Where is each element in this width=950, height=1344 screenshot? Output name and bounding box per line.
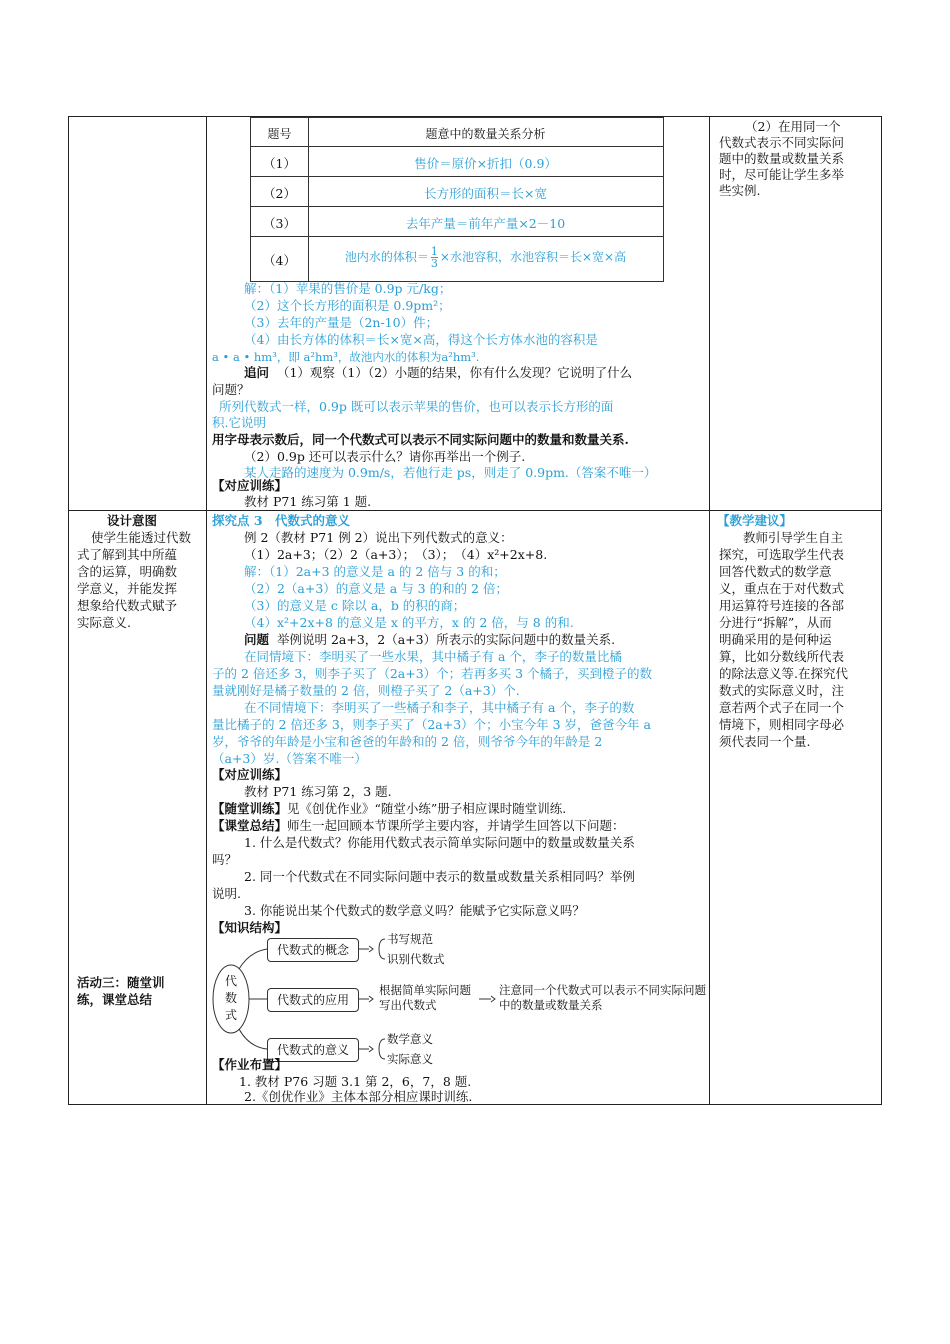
note-line: （2）在用同一个 [745,119,841,134]
table-row-content: 长方形的面积＝长×宽 [424,186,547,201]
mindmap-leaf: 根据简单实际问题写出代数式 [379,983,471,1012]
header-number: 题号 [267,127,292,141]
table-row-content: 售价＝原价×折扣（0.9） [414,156,557,171]
activity-label: 活动三：随堂训 [77,975,165,990]
training-label: 【对应训练】 [212,767,288,782]
mindmap-node-concept: 代数式的概念 [267,938,359,962]
mindmap-leaf: 实际意义 [387,1052,433,1066]
fraction: $\frac{1}{3}$ [430,245,438,270]
advice-line: 意若两个式子在同一个 [719,700,845,715]
teaching-advice-title: 【教学建议】 [717,513,793,528]
homework-label: 【作业布置】 [212,1057,288,1072]
homework-item: 2.《创优作业》主体本部分相应课时训练. [244,1089,473,1104]
design-intent-line: 学意义，并能发挥 [77,581,178,596]
advice-line: 的除法意义等.在探究代 [719,666,848,681]
mindmap-leaf: 数学意义 [387,1032,433,1046]
note-line: 题中的数量或数量关系 [719,151,845,166]
training-label: 【对应训练】 [212,478,288,493]
table-row-num: （3） [263,216,296,231]
note-line: 时，尽可能让学生多举 [719,167,845,182]
training-text: 教材 P71 练习第 2，3 题. [244,784,392,799]
followup-question: 追问 （1）观察（1）（2）小题的结果，你有什么发现？它说明了什么 [244,365,633,380]
section-heading: 探究点 3 代数式的意义 [212,513,351,528]
header-analysis: 题意中的数量关系分析 [425,127,546,141]
summary-line: 【课堂总结】师生一起回顾本节课所学主要内容，并请学生回答以下问题： [212,818,625,833]
answer-line: 在不同情境下：李明买了一些橘子和李子，其中橘子有 a 个，李子的数 [244,700,635,715]
solution-line: （4）由长方体的体积＝长×宽×高，得这个长方体水池的容积是 [244,332,598,347]
answer-line: 岁，爷爷的年龄是小宝和爸爸的年龄和的 2 倍，则爷爷今年的年龄是 2 [212,734,603,749]
table-row-content: 去年产量＝前年产量×2－10 [405,216,566,231]
note-line: 些实例. [719,183,761,198]
advice-line: 情境下，则相同字母必 [719,717,845,732]
answer-line: 量比橘子的 2 倍还多 3，则李子买了（2a+3）个；小宝今年 3 岁，爸爸今年 a [212,717,651,732]
answer-line: 积.它说明 [212,415,266,430]
summary-question: 说明. [212,886,241,901]
solution-line: （3）去年的产量是（2n-10）件； [244,315,439,330]
solution-line: （4）x²+2x+8 的意义是 x 的平方，x 的 2 倍，与 8 的和. [244,615,574,630]
answer-line: 子的 2 倍还多 3，则李子买了（2a+3）个；若再多买 3 个橘子，买到橙子的数 [212,666,653,681]
answer-line: 量就刚好是橘子数量的 2 倍，则橙子买了 2（a+3）个. [212,683,520,698]
advice-line: 探究，可选取学生代表 [719,547,845,562]
advice-line: 须代表同一个量. [719,734,811,749]
design-intent-line: 含的运算，明确数 [77,564,178,579]
row-divider [69,510,881,511]
advice-line: 教师引导学生自主 [743,530,844,545]
solution-line: （2）这个长方形的面积是 0.9pm²； [244,298,451,313]
followup-question-cont: 问题？ [212,382,250,397]
table-row-num: （2） [263,186,296,201]
solution-line: a • a • hm³，即 a²hm³，故池内水的体积为a²hm³. [212,350,480,364]
design-intent-line: 式了解到其中所蕴 [77,547,178,562]
mindmap-leaf: 书写规范 [387,932,433,946]
example-prompt: 例 2（教材 P71 例 2）说出下列代数式的意义： [244,530,513,545]
note-line: 代数式表示不同实际问 [719,135,845,150]
example-items: （1）2a+3；（2）2（a+3）； （3）； （4）x²+2x+8. [244,547,548,562]
advice-line: 分进行“拆解”，从而 [719,615,832,630]
advice-line: 回答代数式的数学意 [719,564,832,579]
conclusion: 用字母表示数后，同一个代数式可以表示不同实际问题中的数量和数量关系. [212,432,629,447]
solution-line: （3）的意义是 c 除以 a，b 的积的商； [244,598,466,613]
col-divider-1 [206,117,207,1104]
advice-line: 用运算符号连接的各部 [719,598,845,613]
design-intent-line: 使学生能透过代数 [91,530,192,545]
knowledge-label: 【知识结构】 [212,920,288,935]
suitang-line: 【随堂训练】见《创优作业》“随堂小练”册子相应课时随堂训练. [212,801,567,816]
advice-line: 数式的实际意义时，注 [719,683,845,698]
mindmap-center: 代数式 [224,974,237,1022]
training-text: 教材 P71 练习第 1 题. [244,494,372,509]
advice-line: 义，重点在于对代数式 [719,581,845,596]
answer-line: 在同情境下：李明买了一些水果，其中橘子有 a 个，李子的数量比橘 [244,649,622,664]
homework-item: 1. 教材 P76 习题 3.1 第 2，6，7，8 题. [239,1074,472,1089]
design-intent-line: 想象给代数式赋予 [77,598,178,613]
problem-line: 问题 举例说明 2a+3，2（a+3）所表示的实际问题中的数量关系. [244,632,616,647]
mindmap-node-meaning: 代数式的意义 [267,1038,359,1062]
answer-line: 某人走路的速度为 0.9m/s，若他行走 ps，则走了 0.9pm.（答案不唯一） [244,465,657,480]
activity-label: 练，课堂总结 [77,992,153,1007]
mindmap-leaf: 识别代数式 [387,952,445,966]
summary-question: 2. 同一个代数式在不同实际问题中表示的数量或数量关系相同吗？举例 [244,869,635,884]
mindmap-node-application: 代数式的应用 [267,988,359,1012]
design-intent-title: 设计意图 [107,513,158,528]
design-intent-line: 实际意义. [77,615,131,630]
summary-question: 1. 什么是代数式？你能用代数式表示简单实际问题中的数量或数量关系 [244,835,635,850]
advice-line: 算，比如分数线所代表 [719,649,845,664]
answer-line: 所列代数式一样，0.9p 既可以表示苹果的售价，也可以表示长方形的面 [219,399,614,414]
answer-line: （a+3）岁.（答案不唯一） [212,751,367,766]
solution-line: 解：（1）2a+3 的意义是 a 的 2 倍与 3 的和； [244,564,506,579]
table-row-content: 池内水的体积＝ $\frac{1}{3}$ ×水池容积，水池容积＝长×宽×高 [344,245,627,270]
solution-line: 解：（1）苹果的售价是 0.9p 元/kg； [244,281,452,296]
lesson-table [68,116,882,1105]
table-row-num: （4） [263,253,296,268]
col-divider-2 [709,117,710,1104]
mindmap-leaf: 注意同一个代数式可以表示不同实际问题中的数量或数量关系 [499,983,706,1012]
summary-question: 3. 你能说出某个代数式的数学意义吗？能赋予它实际意义吗？ [244,903,585,918]
solution-line: （2）2（a+3）的意义是 a 与 3 的和的 2 倍； [244,581,508,596]
table-row-num: （1） [263,156,296,171]
summary-question: 吗？ [212,852,238,867]
advice-line: 明确采用的是何种运 [719,632,832,647]
analysis-table [250,117,664,282]
question-2: （2）0.9p 还可以表示什么？请你再举出一个例子. [244,449,526,464]
